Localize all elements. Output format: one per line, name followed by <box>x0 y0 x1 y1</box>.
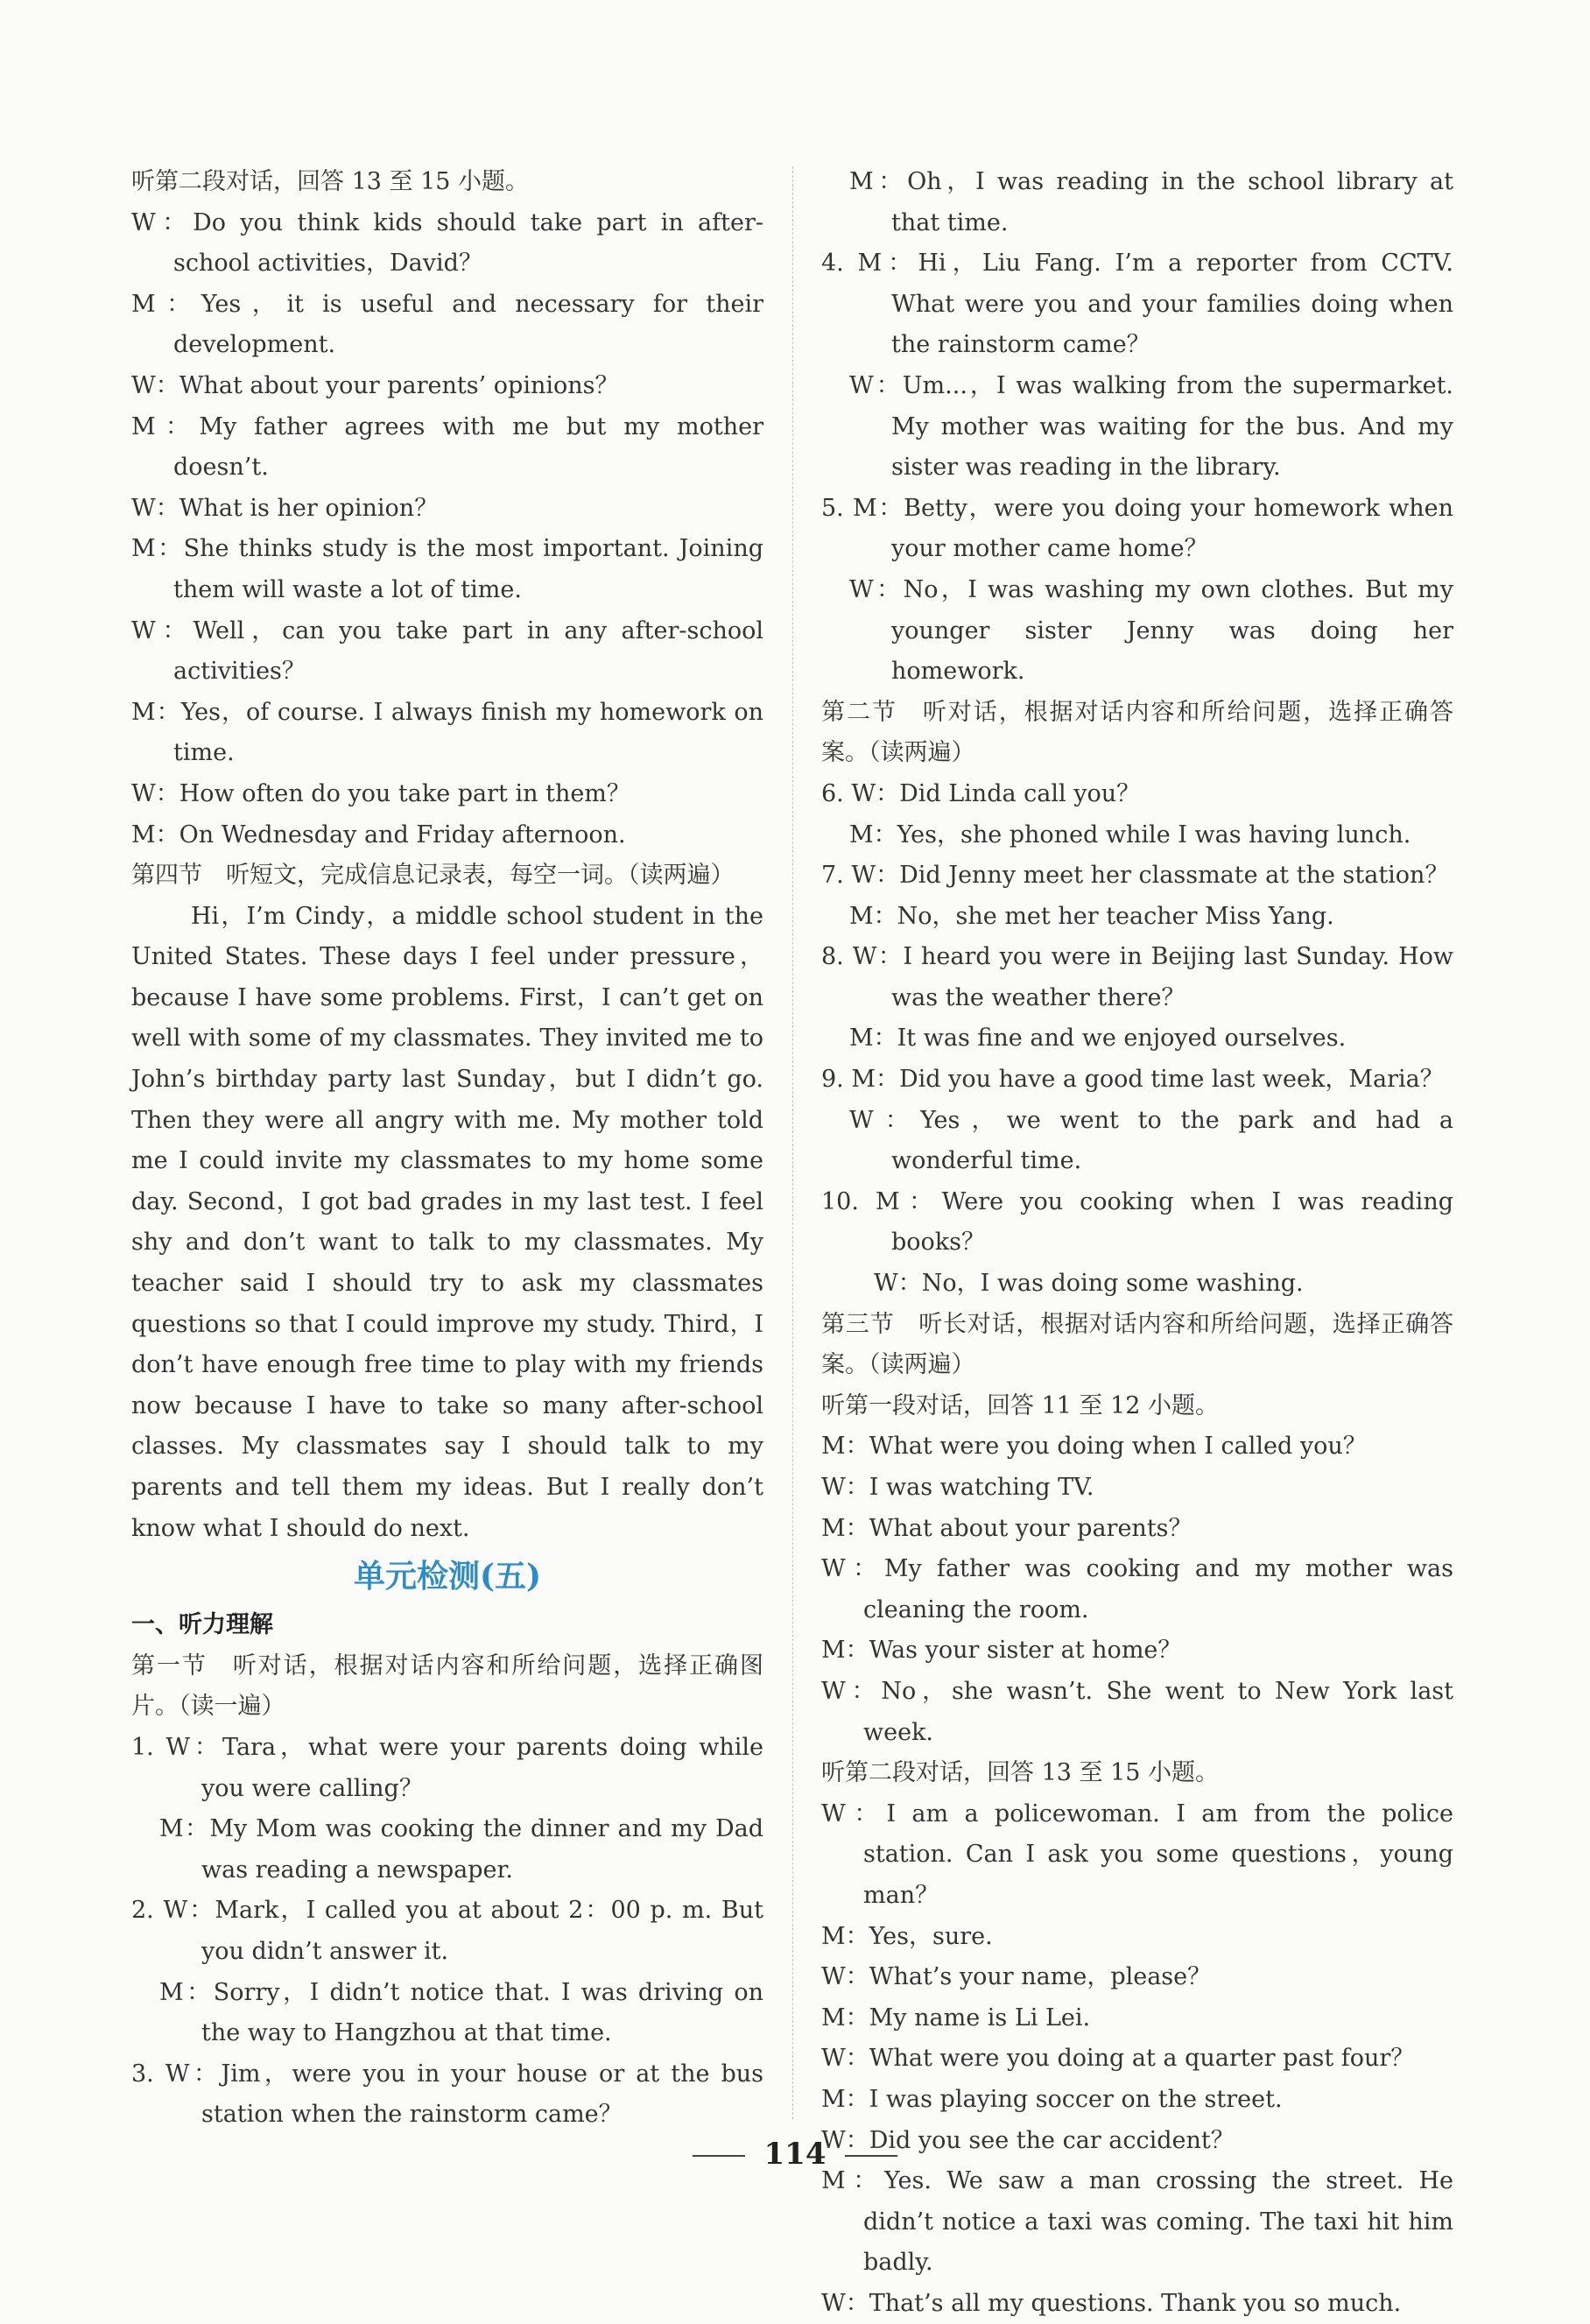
text-line: M：What were you doing when I called you？ <box>821 1433 1367 1461</box>
text-line: W：I am a policewoman. I am from the police station. Can I ask you some questions，young man？ <box>821 1799 1453 1909</box>
left-column <box>131 162 763 2136</box>
text-line: M：Yes，it is useful and necessary for their development. <box>131 290 763 359</box>
text-line: M：It was fine and we enjoyed ourselves. <box>849 1025 1347 1053</box>
text-line: W：Did you see the car accident？ <box>821 2126 1235 2154</box>
text-line: M：Yes，she phoned while I was having lunch. <box>849 820 1411 849</box>
text-line: W：What’s your name，please？ <box>821 1963 1212 1991</box>
text-line: W：Yes，we went to the park and had a wonderful time. <box>849 1106 1453 1175</box>
text-line: 听第二段对话，回答 13 至 15 小题。 <box>821 1759 1220 1787</box>
left-column-bottom <box>131 1646 763 2136</box>
text-line: M：Yes，sure. <box>821 1922 993 1950</box>
text-line: M：On Wednesday and Friday afternoon. <box>131 820 626 849</box>
column-divider <box>792 166 793 2119</box>
text-line: M：I was playing soccer on the street. <box>821 2085 1283 2113</box>
text-line: 9. M：Did you have a good time last week，Maria？ <box>821 1066 1444 1094</box>
text-line: 1. W：Tara，what were your parents doing while you were calling？ <box>131 1733 763 1802</box>
text-line: 第三节 听长对话，根据对话内容和所给问题，选择正确答案。（读两遍） <box>821 1310 1453 1379</box>
text-line: M：Was your sister at home？ <box>821 1637 1182 1665</box>
text-line: W：No，she wasn’t. She went to New York last week. <box>821 1677 1453 1746</box>
text-line: W：Well，can you take part in any after-school activities？ <box>131 616 763 686</box>
text-line: M：No，she met her teacher Miss Yang. <box>849 902 1334 930</box>
text-line: W：I was watching TV. <box>821 1474 1094 1501</box>
text-line: W：What is her opinion？ <box>131 494 439 522</box>
text-line: 4. M：Hi，Liu Fang. I’m a reporter from CCTV. What were you and your families doing when the rainstorm came？ <box>821 250 1453 359</box>
text-line: M：My name is Li Lei. <box>821 2004 1091 2032</box>
text-line: 6. W：Did Linda call you？ <box>821 779 1141 807</box>
text-line: 第四节 听短文，完成信息记录表，每空一词。（读两遍） <box>131 862 735 890</box>
text-line: W：What were you doing at a quarter past four？ <box>821 2045 1415 2073</box>
text-line: Hi，I’m Cindy，a middle school student in the United States. These days I feel under pressure，because I have some problems. First，I can’t get on well with some of my classmates. They invited me to John’s birthday party last Sunday，but I didn’t go. Then they were all angry with me. My mother told me I could invite my classmates to my home some day. Second，I got bad grades in my last test. I feel shy and don’t want to talk to my classmates. My teacher said I should try to ask my classmates questions so that I could improve my study. Third，I don’t have enough free time to play with my friends now because I have to take so many after-school classes. My classmates say I should talk to my parents and tell them my ideas. But I really don’t know what I should do next. <box>131 902 763 1542</box>
unit-heading: 单元检测(五) <box>353 1558 542 1595</box>
footer-rule-left <box>693 2155 745 2157</box>
text-line: 第二节 听对话，根据对话内容和所给问题，选择正确答案。（读两遍） <box>821 698 1453 767</box>
text-line: M：Oh，I was reading in the school library at that time. <box>849 168 1453 236</box>
text-line: 7. W：Did Jenny meet her classmate at the station？ <box>821 862 1449 890</box>
text-line: M：What about your parents？ <box>821 1514 1192 1542</box>
text-line: W：What about your parents’ opinions？ <box>131 371 619 399</box>
text-line: 2. W：Mark，I called you at about 2：00 p. m. But you didn’t answer it. <box>131 1897 763 1965</box>
text-line: W：No，I was doing some washing. <box>874 1270 1304 1298</box>
text-line: W：That’s all my questions. Thank you so much. <box>821 2289 1402 2317</box>
page-footer <box>0 2137 1590 2172</box>
text-line: 3. W：Jim，were you in your house or at the bus station when the rainstorm came？ <box>131 2060 763 2129</box>
text-line: M：My father agrees with me but my mother doesn’t. <box>131 412 763 482</box>
left-column-top <box>131 162 763 1549</box>
text-line: W：Do you think kids should take part in after-school activities，David？ <box>131 208 763 278</box>
text-line: M：She thinks study is the most important. Joining them will waste a lot of time. <box>131 535 763 603</box>
text-line: 听第二段对话，回答 13 至 15 小题。 <box>131 168 530 195</box>
text-line: 第一节 听对话，根据对话内容和所给问题，选择正确图片。（读一遍） <box>131 1651 763 1721</box>
text-line: 5. M：Betty，were you doing your homework when your mother came home？ <box>821 494 1453 563</box>
footer-rule-right <box>845 2155 897 2157</box>
text-line: W：My father was cooking and my mother was cleaning the room. <box>821 1555 1453 1623</box>
text-line: M：Yes. We saw a man crossing the street. He didn’t notice a taxi was coming. The taxi hit him badly. <box>821 2167 1453 2277</box>
text-line: M：Yes，of course. I always finish my homework on time. <box>131 698 763 767</box>
text-line: M：My Mom was cooking the dinner and my Dad was reading a newspaper. <box>159 1815 763 1884</box>
text-line: W：Um...，I was walking from the supermarket. My mother was waiting for the bus. And my sister was reading in the library. <box>849 371 1453 482</box>
text-line: 8. W：I heard you were in Beijing last Sunday. How was the weather there？ <box>821 943 1453 1011</box>
right-column <box>821 162 1453 2324</box>
text-line: M：Sorry，I didn’t notice that. I was driving on the way to Hangzhou at that time. <box>159 1978 763 2047</box>
text-line: 10. M：Were you cooking when I was reading books？ <box>821 1187 1453 1257</box>
text-line: 听第一段对话，回答 11 至 12 小题。 <box>821 1391 1220 1419</box>
text-line: W：How often do you take part in them？ <box>131 779 630 807</box>
section-title: 一、听力理解 <box>131 1611 273 1639</box>
text-line: W：No，I was washing my own clothes. But my younger sister Jenny was doing her homework. <box>849 575 1453 686</box>
page-number: 114 <box>763 2137 827 2172</box>
